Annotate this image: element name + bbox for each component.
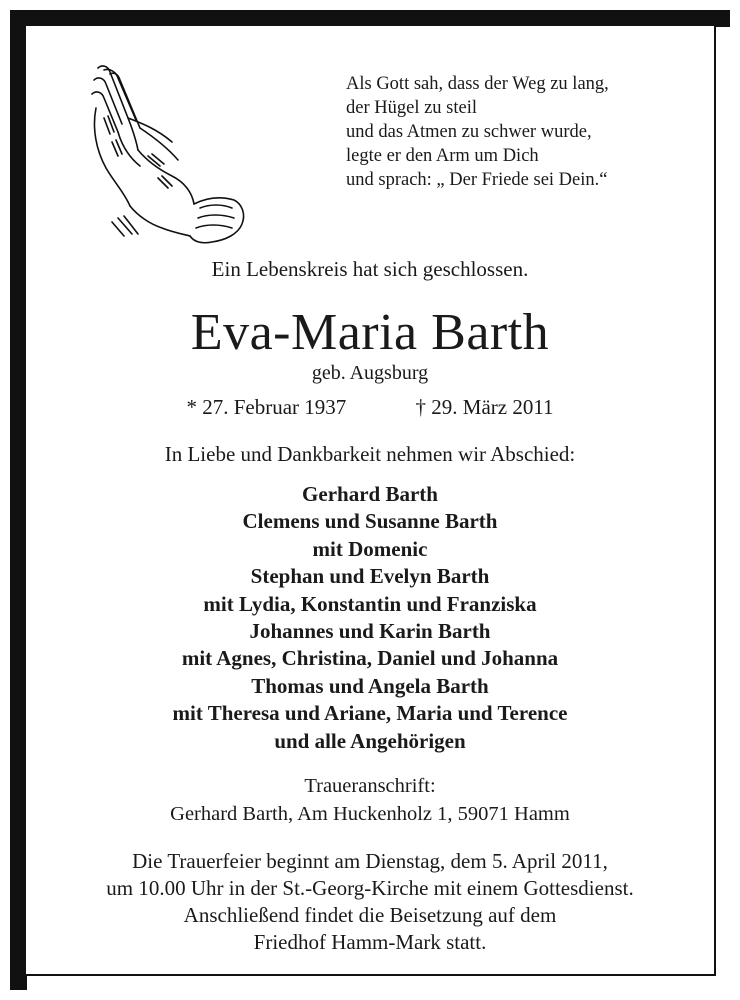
life-dates: [30, 395, 710, 420]
family-line: Gerhard Barth: [302, 482, 438, 506]
family-line: mit Theresa und Ariane, Maria und Terence: [172, 701, 568, 726]
birth-date: * 27. Februar 1937: [186, 395, 347, 419]
deceased-name: Eva-Maria Barth: [190, 304, 550, 361]
poem-line: Als Gott sah, dass der Weg zu lang,: [346, 74, 609, 94]
poem: [346, 72, 696, 192]
family-line: Stephan und Evelyn Barth: [250, 564, 490, 589]
family-list: [30, 481, 710, 755]
family-line: mit Agnes, Christina, Daniel und Johanna: [181, 646, 559, 671]
farewell-text: In Liebe und Dankbarkeit nehmen wir Abschied:: [164, 442, 576, 466]
death-date: † 29. März 2011: [415, 395, 554, 419]
poem-line: und sprach: „ Der Friede sei Dein.“: [346, 170, 608, 190]
family-line: mit Lydia, Konstantin und Franziska: [203, 591, 537, 616]
address-label: Traueranschrift:: [304, 775, 436, 797]
service-line: Die Trauerfeier beginnt am Dienstag, dem 5. April 2011,: [132, 849, 608, 873]
service-line: Anschließend findet die Beisetzung auf dem: [183, 903, 557, 927]
praying-hands-icon: [88, 58, 248, 248]
family-line: Johannes und Karin Barth: [249, 619, 491, 644]
poem-line: legte er den Arm um Dich: [346, 146, 539, 166]
family-line: und alle Angehörigen: [274, 728, 466, 753]
poem-line: der Hügel zu steil: [346, 98, 477, 118]
family-line: mit Domenic: [312, 536, 428, 561]
poem-line: und das Atmen zu schwer wurde,: [346, 122, 592, 142]
family-line: Clemens und Susanne Barth: [242, 509, 498, 534]
intro-text: Ein Lebenskreis hat sich geschlossen.: [211, 257, 529, 281]
service-line: um 10.00 Uhr in der St.-Georg-Kirche mit einem Gottesdienst.: [106, 876, 634, 900]
family-line: Thomas und Angela Barth: [251, 673, 489, 698]
address-value: Gerhard Barth, Am Huckenholz 1, 59071 Hamm: [170, 803, 570, 825]
birth-name: geb. Augsburg: [311, 362, 429, 384]
service-line: Friedhof Hamm-Mark statt.: [253, 930, 487, 954]
service-info: [30, 848, 710, 956]
